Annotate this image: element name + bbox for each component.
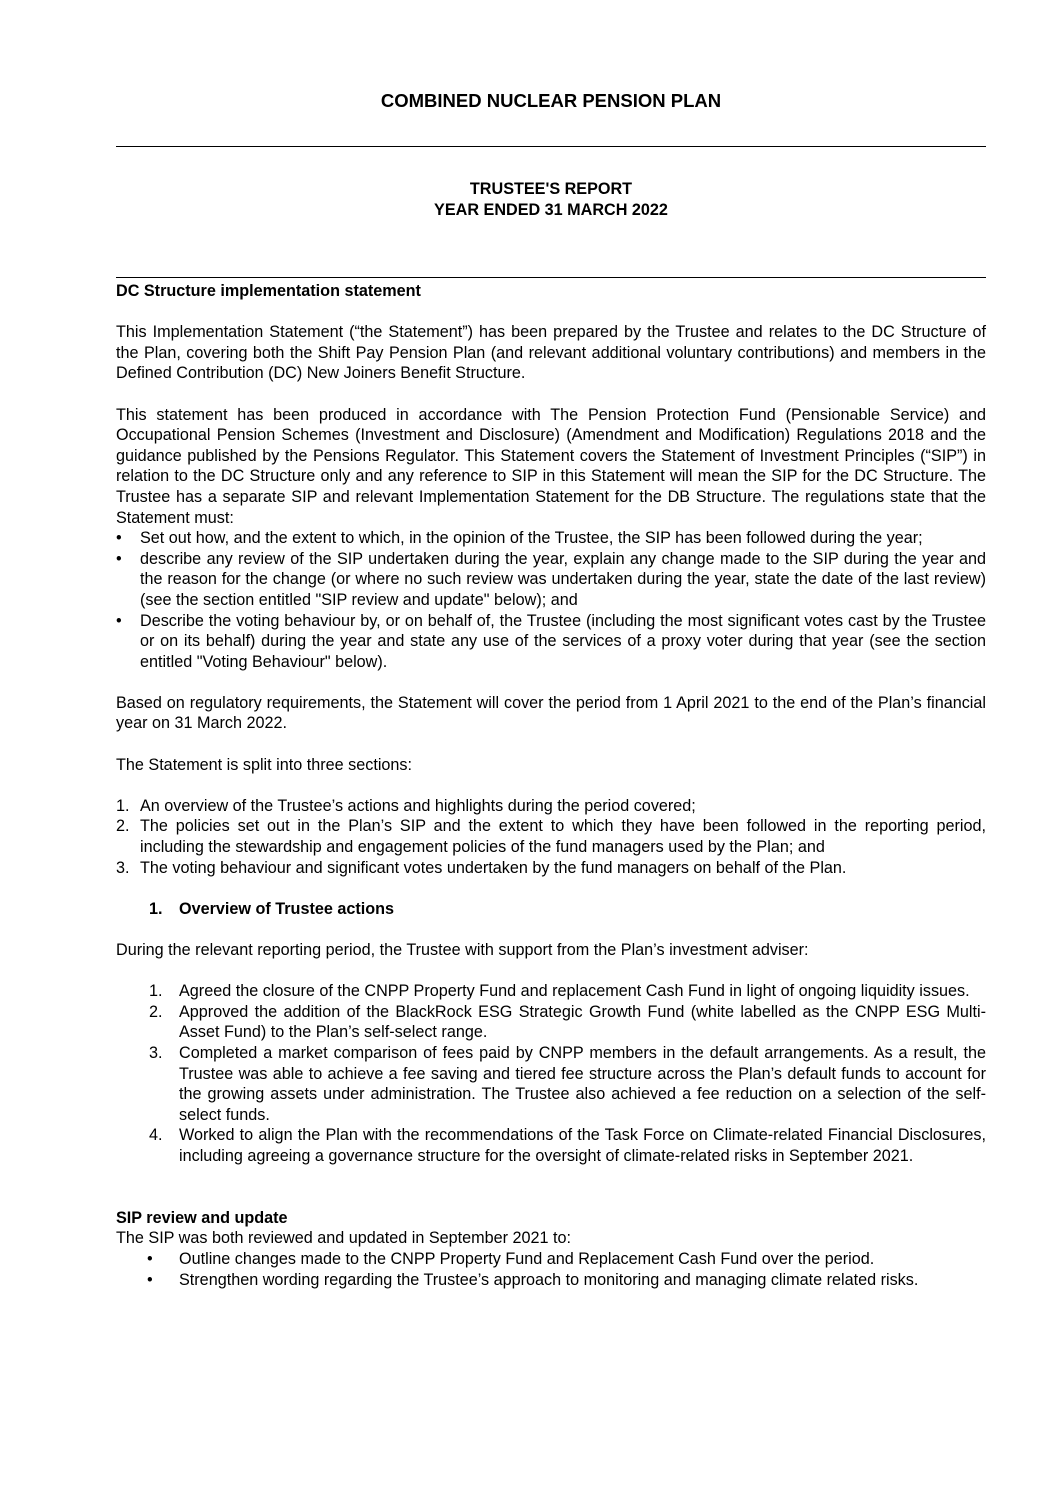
list-item: • Strengthen wording regarding the Trustee’s approach to monitoring and managing climate related risks. (147, 1270, 919, 1289)
dc-intro-paragraph: This Implementation Statement (“the Statement”) has been prepared by the Trustee and relates to the DC Structure of the Plan, covering both the Shift Pay Pension Plan (and relevant additional voluntary contributions) and members in the Defined Contribution (DC) New Joiners Benefit Structure. (116, 323, 986, 383)
plan-title: COMBINED NUCLEAR PENSION PLAN (380, 90, 722, 111)
list-item: • Set out how, and the extent to which, in the opinion of the Trustee, the SIP has been followed during the year; (116, 529, 923, 548)
list-item: 3. Completed a market comparison of fees paid by CNPP members in the default arrangements. As a result, the Trustee was able to achieve a fee saving and tiered fee structure across the Plan’s default funds to account for the growing assets under administration. The Trustee also achieved a fee reduction on a selection of the self-select funds. (149, 1043, 986, 1124)
bullet-icon: • (116, 549, 122, 568)
section-divider (116, 277, 986, 278)
dc-section-heading: DC Structure implementation statement (116, 282, 421, 300)
report-period: YEAR ENDED 31 MARCH 2022 (434, 200, 668, 219)
bullet-icon: • (147, 1249, 153, 1268)
list-item: 2. Approved the addition of the BlackRock ESG Strategic Growth Fund (white labelled as the CNPP ESG Multi-Asset Fund) to the Plan’s self-select range. (149, 1002, 986, 1042)
list-item: 1. An overview of the Trustee’s actions and highlights during the period covered; (116, 796, 696, 815)
bullet-icon: • (147, 1270, 153, 1289)
bullet-icon: • (116, 611, 122, 630)
list-item: 3. The voting behaviour and significant votes undertaken by the fund managers on behalf of the Plan. (116, 858, 847, 877)
list-item: 2. The policies set out in the Plan’s SIP and the extent to which they have been followed in the reporting period, including the stewardship and engagement policies of the fund managers used by the Plan; and (116, 817, 986, 857)
bullet-icon: • (116, 529, 122, 548)
overview-heading: 1. Overview of Trustee actions (149, 899, 395, 918)
list-item: • Outline changes made to the CNPP Property Fund and Replacement Cash Fund over the period. (147, 1249, 875, 1268)
list-item: 1. Agreed the closure of the CNPP Property Fund and replacement Cash Fund in light of ongoing liquidity issues. (149, 982, 970, 1001)
statement-requirements-list (116, 528, 986, 672)
list-item: • Describe the voting behaviour by, or on behalf of, the Trustee (including the most significant votes cast by the Trustee or on its behalf) during the year and state any use of the services of a proxy voter during that year (see the section entitled "Voting Behaviour" below). (116, 611, 986, 671)
list-item: • describe any review of the SIP undertaken during the year, explain any change made to the SIP during the year and the reason for the change (or where no such review was undertaken during the year, state the date of the last review) (see the section entitled "SIP review and update" below); and (116, 549, 986, 609)
statement-sections-list (116, 796, 986, 878)
report-heading (116, 179, 986, 220)
sip-changes-list (116, 1249, 986, 1290)
sections-intro: The Statement is split into three sections: (116, 755, 413, 774)
document-body (116, 281, 986, 1290)
header-divider (116, 146, 986, 147)
sip-review-heading: SIP review and update (116, 1208, 288, 1227)
sip-review-intro: The SIP was both reviewed and updated in September 2021 to: (116, 1229, 572, 1248)
list-item: 4. Worked to align the Plan with the recommendations of the Task Force on Climate-related Financial Disclosures, including agreeing a governance structure for the oversight of climate-related risks in September 2021. (149, 1126, 986, 1165)
regulations-paragraph: This statement has been produced in accordance with The Pension Protection Fund (Pensionable Service) and Occupational Pension Schemes (Investment and Disclosure) (Amendment and Modification) Regulations 2018 and the guidance published by the Pensions Regulator. This Statement covers the Statement of Investment Principles (“SIP”) in relation to the DC Structure only and any reference to SIP in this Statement will mean the SIP for the DC Structure. The Trustee has a separate SIP and relevant Implementation Statement for the DB Structure. The regulations state that the Statement must: (116, 405, 986, 527)
report-title: TRUSTEE'S REPORT (469, 180, 633, 198)
period-paragraph: Based on regulatory requirements, the Statement will cover the period from 1 April 2021 to the end of the Plan’s financial year on 31 March 2022. (116, 693, 986, 733)
trustee-actions-list (116, 981, 986, 1166)
overview-intro: During the relevant reporting period, the Trustee with support from the Plan’s investment adviser: (116, 941, 809, 959)
